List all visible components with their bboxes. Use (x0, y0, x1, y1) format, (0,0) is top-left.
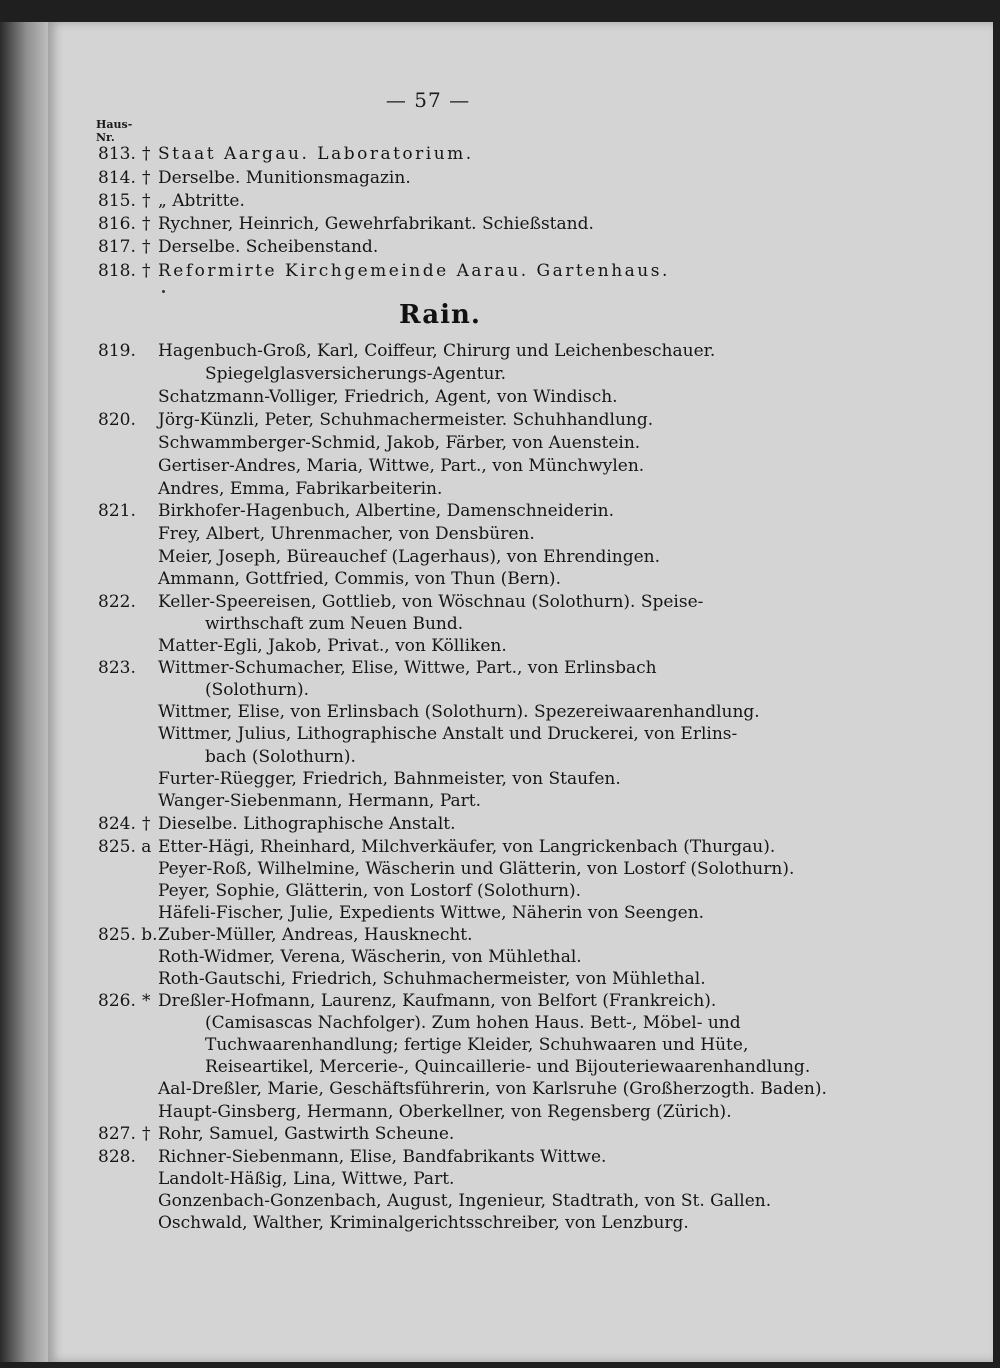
entry-text: Jörg-Künzli, Peter, Schuhmachermeister. Schuhhandlung. (158, 410, 654, 430)
entry-text: Schwammberger-Schmid, Jakob, Färber, von Auenstein. (158, 433, 641, 453)
entry-text: Meier, Joseph, Büreauchef (Lagerhaus), von Ehrendingen. (158, 547, 661, 567)
entry-text: Frey, Albert, Uhrenmacher, von Densbüren. (158, 524, 535, 544)
entry-text: Wittmer, Julius, Lithographische Anstalt und Druckerei, von Erlins- (158, 724, 738, 744)
dagger-mark: † (142, 1124, 151, 1144)
dagger-mark: † (142, 237, 151, 257)
entry-text: „ Abtritte. (158, 191, 245, 211)
house-number: 826. (98, 991, 136, 1011)
house-number: 813. (98, 144, 136, 164)
house-number: 827. (98, 1124, 136, 1144)
entry-text: Zuber-Müller, Andreas, Hausknecht. (158, 925, 473, 945)
house-number: 828. (98, 1147, 136, 1167)
dagger-mark: † (142, 144, 151, 164)
house-number: 824. (98, 814, 136, 834)
entry-text: Reformirte Kirchgemeinde Aarau. Gartenhaus. (158, 261, 670, 281)
entry-text: Wittmer, Elise, von Erlinsbach (Solothurn). Spezereiwaarenhandlung. (158, 702, 760, 722)
entry-text: Schatzmann-Volliger, Friedrich, Agent, von Windisch. (158, 387, 618, 407)
entry-text: Birkhofer-Hagenbuch, Albertine, Damenschneiderin. (158, 501, 614, 521)
entry-text: Wanger-Siebenmann, Hermann, Part. (158, 791, 482, 811)
haus-label-line-2: Nr. (96, 131, 115, 144)
entry-text: Häfeli-Fischer, Julie, Expedients Wittwe, Näherin von Seengen. (158, 903, 705, 923)
entry-text: Rychner, Heinrich, Gewehrfabrikant. Schießstand. (158, 214, 594, 234)
entry-text: Derselbe. Munitionsmagazin. (158, 168, 411, 188)
entry-text: Reiseartikel, Mercerie-, Quincaillerie- und Bijouteriewaarenhandlung. (205, 1057, 811, 1077)
entry-text: Ammann, Gottfried, Commis, von Thun (Bern). (158, 569, 561, 589)
house-number: 825. b. (98, 925, 158, 945)
entry-text: Roth-Gautschi, Friedrich, Schuhmachermeister, von Mühlethal. (158, 969, 706, 989)
entry-text: bach (Solothurn). (205, 747, 356, 767)
entry-text: Richner-Siebenmann, Elise, Bandfabrikants Wittwe. (158, 1147, 607, 1167)
entry-text: Haupt-Ginsberg, Hermann, Oberkellner, von Regensberg (Zürich). (158, 1102, 732, 1122)
entry-text: Peyer-Roß, Wilhelmine, Wäscherin und Glätterin, von Lostorf (Solothurn). (158, 859, 795, 879)
entry-text: (Camisascas Nachfolger). Zum hohen Haus. Bett-, Möbel- und (205, 1013, 741, 1033)
entry-text: Derselbe. Scheibenstand. (158, 237, 379, 257)
dagger-mark: † (142, 214, 151, 234)
entry-text: Staat Aargau. Laboratorium. (158, 144, 474, 164)
entry-text: Gonzenbach-Gonzenbach, August, Ingenieur, Stadtrath, von St. Gallen. (158, 1191, 772, 1211)
page-number: — 57 — (385, 88, 471, 112)
entry-text: Gertiser-Andres, Maria, Wittwe, Part., von Münchwylen. (158, 456, 645, 476)
entry-text: Tuchwaarenhandlung; fertige Kleider, Schuhwaaren und Hüte, (205, 1035, 749, 1055)
entry-text: Landolt-Häßig, Lina, Wittwe, Part. (158, 1169, 455, 1189)
house-number: 825. a (98, 837, 152, 857)
entry-text: wirthschaft zum Neuen Bund. (205, 614, 464, 634)
entry-text: Oschwald, Walther, Kriminalgerichtsschreiber, von Lenzburg. (158, 1213, 689, 1233)
haus-label-line-1: Haus- (96, 118, 133, 131)
entry-text: Peyer, Sophie, Glätterin, von Lostorf (Solothurn). (158, 881, 582, 901)
section-title: Rain. (399, 300, 481, 330)
entry-text: Roth-Widmer, Verena, Wäscherin, von Mühlethal. (158, 947, 582, 967)
entry-text: Andres, Emma, Fabrikarbeiterin. (158, 479, 443, 499)
entry-text: Hagenbuch-Groß, Karl, Coiffeur, Chirurg und Leichenbeschauer. (158, 341, 716, 361)
entry-text: Keller-Speereisen, Gottlieb, von Wöschnau (Solothurn). Speise- (158, 592, 704, 612)
house-number: 817. (98, 237, 136, 257)
house-number: 823. (98, 658, 136, 678)
house-number: 820. (98, 410, 136, 430)
house-number: 821. (98, 501, 136, 521)
dagger-mark: † (142, 191, 151, 211)
house-number: 819. (98, 341, 136, 361)
entry-text: Etter-Hägi, Rheinhard, Milchverkäufer, von Langrickenbach (Thurgau). (158, 837, 776, 857)
house-number: 815. (98, 191, 136, 211)
dagger-mark: † (142, 168, 151, 188)
house-number: 822. (98, 592, 136, 612)
dagger-mark: † (142, 814, 151, 834)
dagger-mark: † (142, 261, 151, 281)
entry-text: (Solothurn). (205, 680, 310, 700)
house-number: 816. (98, 214, 136, 234)
entry-text: Rohr, Samuel, Gastwirth Scheune. (158, 1124, 455, 1144)
entry-text: Matter-Egli, Jakob, Privat., von Kölliken. (158, 636, 507, 656)
entry-text: Aal-Dreßler, Marie, Geschäftsführerin, von Karlsruhe (Großherzogth. Baden). (158, 1079, 827, 1099)
entry-text: Wittmer-Schumacher, Elise, Wittwe, Part., von Erlinsbach (158, 658, 657, 678)
house-number: 818. (98, 261, 136, 281)
entry-text: Dieselbe. Lithographische Anstalt. (158, 814, 456, 834)
asterisk-mark: * (142, 991, 151, 1011)
entry-text: Spiegelglasversicherungs-Agentur. (205, 364, 507, 384)
entry-text: Dreßler-Hofmann, Laurenz, Kaufmann, von Belfort (Frankreich). (158, 991, 717, 1011)
entry-text: Furter-Rüegger, Friedrich, Bahnmeister, von Staufen. (158, 769, 621, 789)
house-number: 814. (98, 168, 136, 188)
